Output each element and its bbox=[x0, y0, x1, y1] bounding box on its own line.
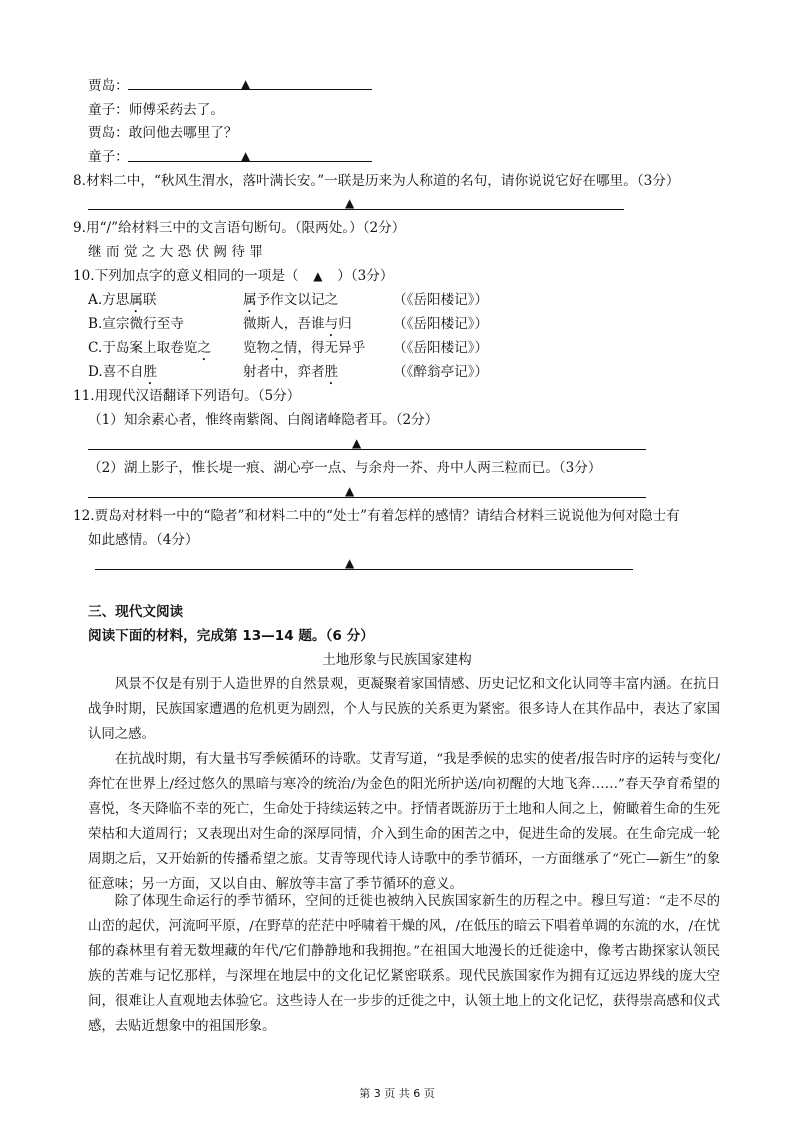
question-10-text: 10.下列加点字的意义相同的一项是（ bbox=[73, 268, 299, 284]
dialogue-jiadao-label: 贾岛： bbox=[88, 78, 129, 94]
question-9: 9.用“/”给材料三中的文言语句断句。（限两处。）（2分） bbox=[73, 220, 406, 236]
option-d-compare: 射者中，弈者胜 bbox=[243, 364, 339, 380]
question-12-line-1: 12.贾岛对材料一中的“隐者”和材料二中的“处士”有着怎样的感情？请结合材料三说说他为何对隐士有 bbox=[73, 508, 680, 524]
answer-blank-q11-2[interactable] bbox=[88, 497, 646, 498]
article-paragraph-3: 除了体现生命运行的季节循环，空间的迁徙也被纳入民族国家新生的历程之中。穆旦写道：“走不尽的山峦的起伏，河流呵平原，/在野草的茫茫中呼啸着干燥的风，/在低压的暗云下唱着单调的东流的水，/在忧郁的森林里有着无数埋藏的年代/它们静静地和我拥抱。”在祖国大地漫长的迁徙途中，像考古勘探家认领民族的苦难与记忆那样，与深埋在地层中的文化记忆紧密联系。现代民族国家作为拥有辽远边界线的庞大空间，很难让人直观地去体验它。这些诗人在一步步的迁徙之中，认领土地上的文化记忆，获得崇高感和仪式感，去贴近想象中的祖国形象。 bbox=[88, 894, 720, 1034]
question-10-text-end: ）（3分） bbox=[337, 268, 394, 284]
article-paragraph-2: 在抗战时期，有大量书写季候循环的诗歌。艾青写道，“我是季候的忠实的使者/报告时序的运转与变化/奔忙在世界上/经过悠久的黑暗与寒冷的统治/为金色的阳光所护送/向初醒的大地飞奔……”春天孕育希望的喜悦，冬天降临不幸的死亡，生命处于持续运转之中。抒情者既游历于土地和人间之上，俯瞰着生命的生死荣枯和大道周行；又表现出对生命的深厚同情，介入到生命的困苦之中，促进生命的发展。在生命完成一轮周期之后，又开始新的传播希望之旅。艾青等现代诗人诗歌中的季节循环，一方面继承了“死亡—新生”的象征意味；另一方面，又以自由、解放等丰富了季节循环的意义。 bbox=[88, 752, 720, 892]
answer-marker-icon[interactable]: ▲ bbox=[313, 269, 323, 283]
question-11-sentence-1: （1）知余素心者，惟终南紫阁、白阁诸峰隐者耳。（2分） bbox=[88, 412, 439, 428]
answer-blank-q8[interactable] bbox=[88, 209, 624, 210]
option-c-phrase: C.于岛案上取卷览之 bbox=[88, 340, 211, 356]
question-11: 11.用现代汉语翻译下列语句。（5分） bbox=[73, 388, 301, 404]
section-instruction: 阅读下面的材料，完成第 13—14 题。（6 分） bbox=[88, 628, 374, 644]
question-9-sentence: 继 而 觉 之 大 恐 伏 阙 待 罪 bbox=[88, 244, 263, 260]
option-a-phrase: A.方思属联 bbox=[88, 292, 157, 308]
answer-marker-icon: ▲ bbox=[345, 556, 355, 570]
answer-blank-q11-1[interactable] bbox=[88, 449, 646, 450]
option-d-phrase: D.喜不自胜 bbox=[88, 364, 158, 380]
answer-marker-icon: ▲ bbox=[345, 196, 355, 210]
answer-marker-icon: ▲ bbox=[352, 436, 362, 450]
option-d-source: （《醉翁亭记》） bbox=[393, 364, 489, 380]
option-c-compare: 览物之情，得无异乎 bbox=[243, 340, 366, 356]
option-b-phrase: B.宣宗微行至寺 bbox=[88, 316, 184, 332]
question-8: 8.材料二中，“秋风生渭水，落叶满长安。”一联是历来为人称道的名句，请你说说它好在哪里。（3分） bbox=[73, 173, 680, 189]
question-12-line-2: 如此感情。（4分） bbox=[88, 532, 199, 548]
answer-marker-icon: ▲ bbox=[241, 77, 251, 91]
option-c-source: （《岳阳楼记》） bbox=[393, 340, 489, 356]
article-paragraph-1: 风景不仅是有别于人造世界的自然景观，更凝聚着家国情感、历史记忆和文化认同等丰富内涵。在抗日战争时期，民族国家遭遇的危机更为剧烈，个人与民族的关系更为紧密。很多诗人在其作品中，表达了家国认同之感。 bbox=[88, 677, 720, 742]
option-b-compare: 微斯人，吾谁与归 bbox=[243, 316, 352, 332]
answer-blank-q12[interactable] bbox=[95, 569, 633, 570]
option-b-source: （《岳阳楼记》） bbox=[393, 316, 489, 332]
question-11-sentence-2: （2）湖上影子，惟长堤一痕、湖心亭一点、与余舟一芥、舟中人两三粒而已。（3分） bbox=[88, 460, 602, 476]
option-a-compare: 属予作文以记之 bbox=[243, 292, 339, 308]
dialogue-jiadao-line: 贾岛：敢问他去哪里了？ bbox=[88, 125, 238, 141]
question-10 bbox=[73, 267, 393, 285]
section-heading: 三、现代文阅读 bbox=[88, 604, 184, 620]
article-title: 土地形象与民族国家建构 bbox=[322, 652, 472, 668]
page-number: 第 3 页 共 6 页 bbox=[359, 1087, 435, 1100]
answer-marker-icon: ▲ bbox=[345, 484, 355, 498]
option-a-source: （《岳阳楼记》） bbox=[393, 292, 489, 308]
dialogue-tongzi-label: 童子： bbox=[88, 149, 129, 165]
answer-marker-icon: ▲ bbox=[241, 149, 251, 163]
dialogue-tongzi-line: 童子：师傅采药去了。 bbox=[88, 102, 224, 118]
